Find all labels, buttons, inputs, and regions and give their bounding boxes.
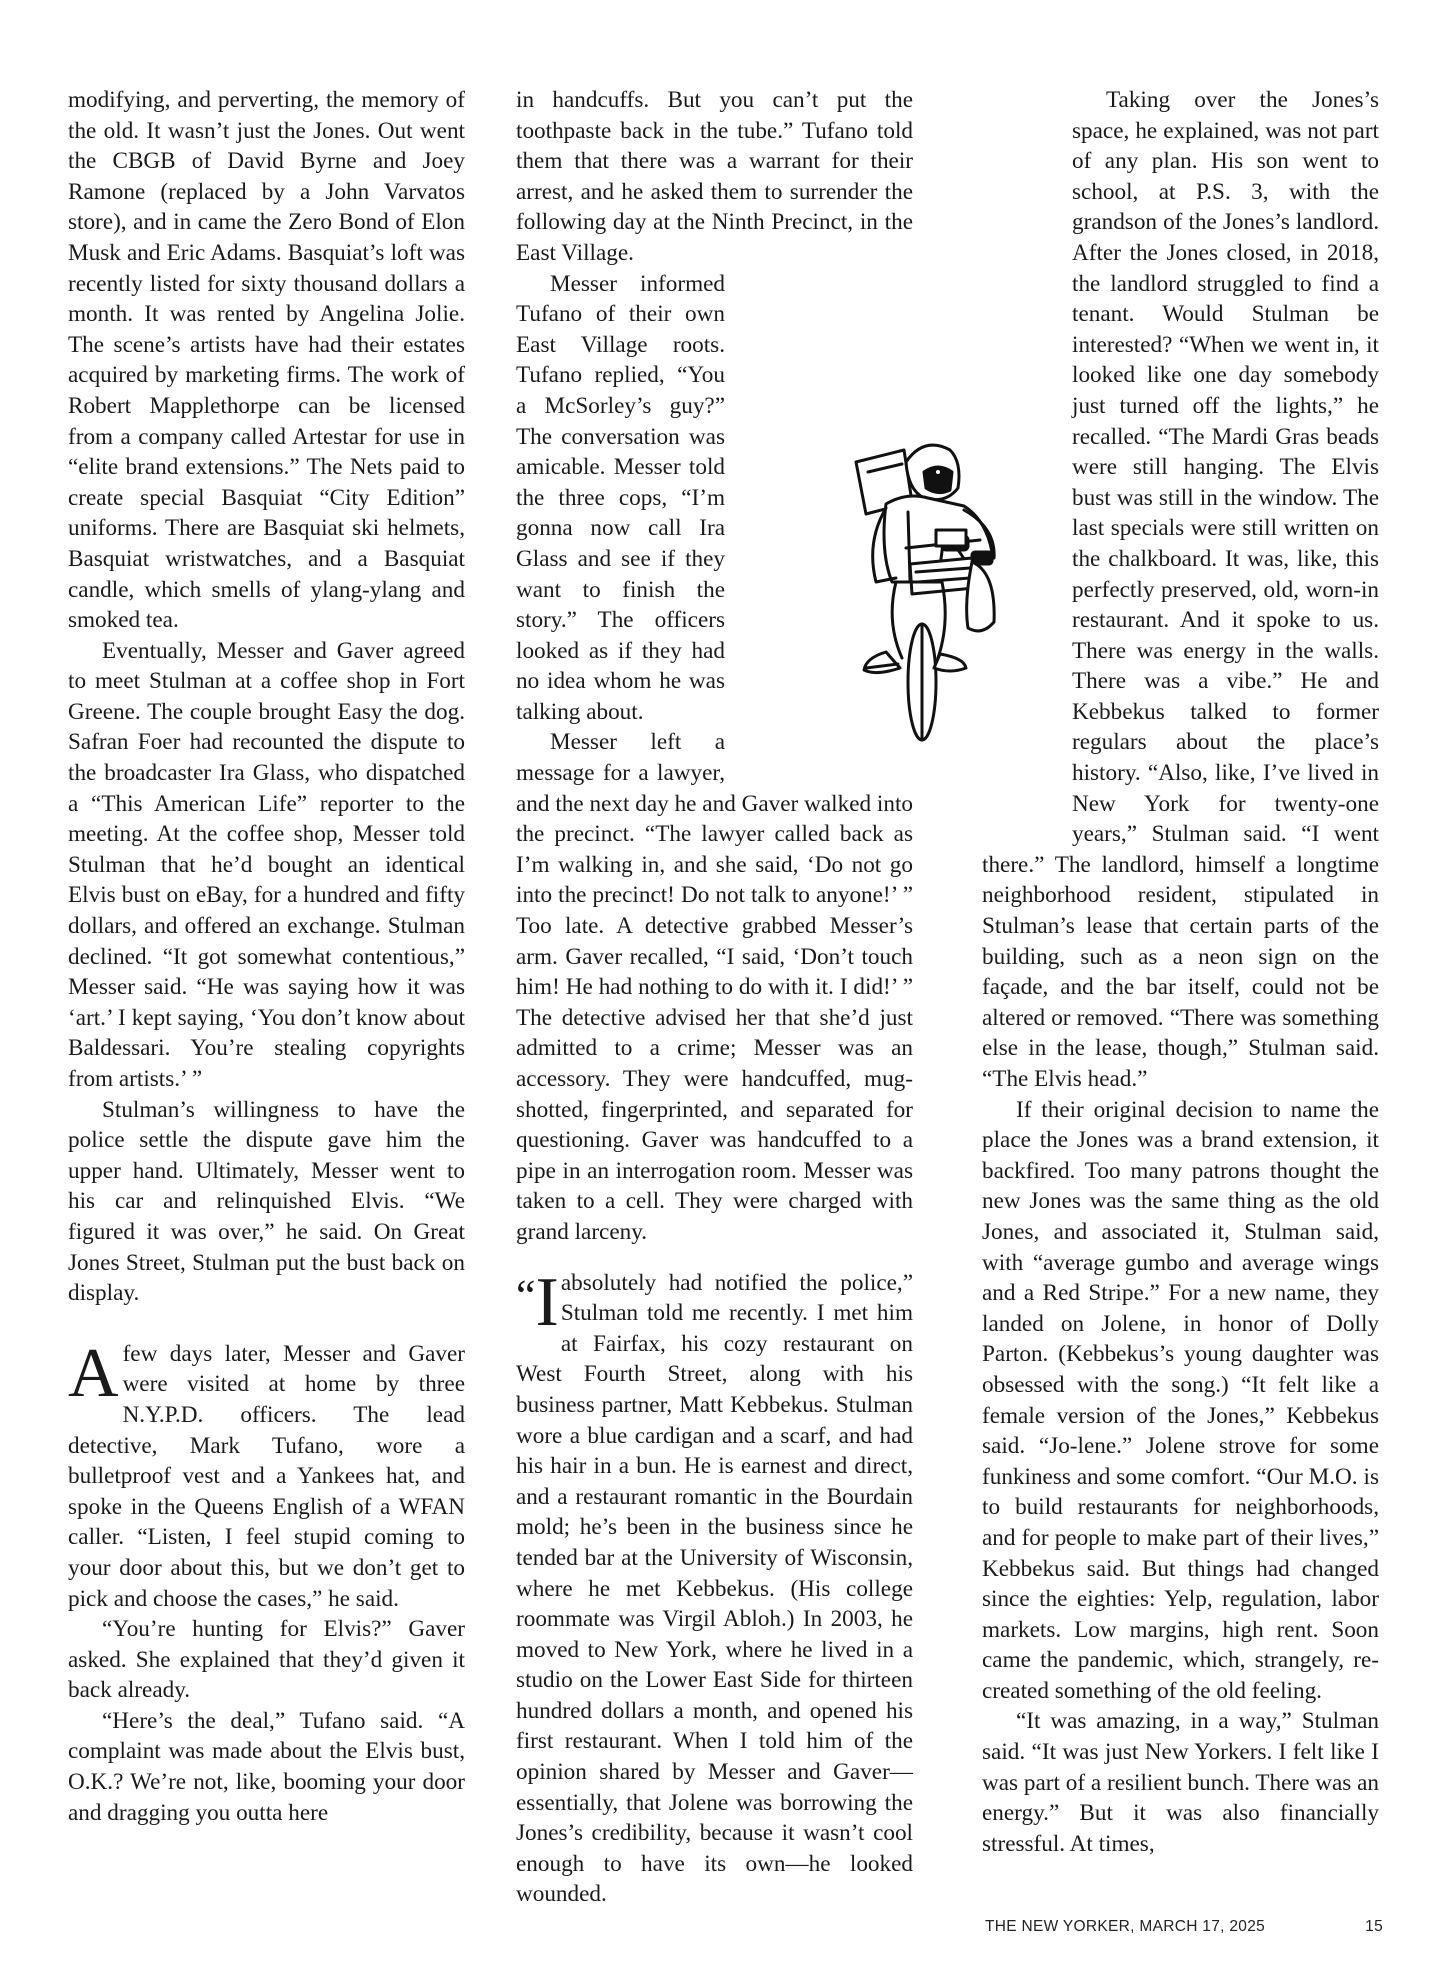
paragraph: modifying, and perverting, the memory of the old. It wasn’t just the Jones. Out went the CBGB of David Byrne and Joey Ramone (replaced by a John Varvatos store), and in came the Zero Bond of Elon Musk and Eric Adams. Basquiat’s loft was recently listed for sixty thousand dollars a month. It was rented by Angelina Jolie. The scene’s artists have had their estates acquired by marketing firms. The work of Robert Mapplethorpe can be licensed from a company called Artestar for use in “elite brand extensions.” The Nets paid to create special Basquiat “City Edition” uniforms. There are Basquiat ski helmets, Basquiat wristwatches, and a Basquiat candle, which smells of ylang-ylang and smoked tea. [68, 87, 465, 634]
paragraph: in handcuffs. But you can’t put the toothpaste back in the tube.” Tufano told them that there was a warrant for their arrest, and he asked them to surrender the following day at the Ninth Precinct, in the East Village. [516, 87, 913, 266]
paragraph: If their original decision to name the place the Jones was a brand extension, it backfired. Too many patrons thought the new Jones was the same thing as the old Jones, and associated it, Stulman said, with “average gumbo and average wings and a Red Stripe.” For a new name, they landed on Jolene, in honor of Dolly Parton. (Kebbekus’s young daughter was obsessed with the song.) “It felt like a female version of the Jones,” Kebbekus said. “Jo-lene.” Jolene strove for some funkiness and some comfort. “Our M.O. is to build restaurants for neighborhoods, and for people to make part of their lives,” Kebbekus said. But things had changed since the eighties: Yelp, regulation, labor markets. Low margins, high rent. Soon came the pandemic, which, strangely, re-created something of the old feeling. [982, 1096, 1379, 1704]
section-break [516, 1248, 913, 1268]
paragraph: Stulman’s willingness to have the police settle the dispute gave him the upper hand. Ultimately, Messer went to his car and relinquished Elvis. “We figured it was over,” he said. On Great Jones Street, Stulman put the bust back on display. [68, 1096, 465, 1307]
drop-cap [516, 1263, 559, 1341]
page-number: 15 [1365, 1918, 1383, 1935]
publication-line: THE NEW YORKER, MARCH 17, 2025 [985, 1918, 1266, 1935]
paragraph-text: Messer informed Tufano of their own East Village roots. Tufano replied, “You a McSorley’s guy?” The conversation was amicable. Messer told the three cops, “I’m gonna now call Ira Glass and see if they want to finish the story.” The officers looked as if they had no idea whom he was talking about. [516, 270, 725, 725]
cyclist-drawing-icon [846, 432, 1018, 762]
drop-cap: A [68, 1334, 119, 1412]
paragraph-dropcap [68, 1334, 465, 1614]
drop-quote-mark: “ [516, 1270, 536, 1320]
paragraph-text: Taking over the Jones’s space, he explained, was not part of any plan. His son went to school, at P.S. 3, with the grandson of the Jones’s landlord. After the Jones closed, in 2018, the landlord struggled to find a tenant. Would Stulman be interested? “When we went in, it looked like one day somebody just turned off the lights,” he recalled. “The Mardi Gras beads were still hanging. The Elvis bust was still in the window. The last specials were still written on the chalkboard. It was, like, this perfectly preserved, old, worn-in restaurant. And it spoke to us. There was energy in the walls. There was a vibe.” He and Kebbekus talked to former regulars about the place’s history. “Also, like, I’ve lived in New York for twenty-one years,” Stulman said. “I went there.” The landlord, himself a longtime neighborhood resident, stipulated in Stulman’s lease that certain parts of the building, such as a neon sign on the façade, and the bar itself, could not be altered or removed. “There was something else in the lease, though,” Stulman said. “The Elvis head.” [982, 87, 1379, 1092]
paragraph: “Here’s the deal,” Tufano said. “A complaint was made about the Elvis bust, O.K.? We’re not, like, booming your door and dragging you outta here [68, 1707, 465, 1826]
article-column-1 [68, 85, 465, 1828]
article-column-3 [982, 85, 1379, 1859]
cyclist-illustration [846, 432, 1018, 762]
paragraph: Eventually, Messer and Gaver agreed to meet Stulman at a coffee shop in Fort Greene. The couple brought Easy the dog. Safran Foer had recounted the dispute to the broadcaster Ira Glass, who dispatched a “This American Life” reporter to the meeting. At the coffee shop, Messer told Stulman that he’d bought an identical Elvis bust on eBay, for a hundred and fifty dollars, and offered an exchange. Stulman declined. “It got somewhat contentious,” Messer said. “He was saying how it was ‘art.’ I kept saying, ‘You don’t know about Baldessari. You’re stealing copyrights from artists.’ ” [68, 637, 465, 1092]
section-break [68, 1309, 465, 1339]
paragraph-dropcap [516, 1263, 913, 1910]
drop-cap-letter: I [535, 1263, 559, 1341]
paragraph-text: few days later, Messer and Gaver were visited at home by three N.Y.P.D. officers. The lead detective, Mark Tufano, wore a bulletproof vest and a Yankees hat, and spoke in the Queens English of a WFAN caller. “Listen, I feel stupid coming to your door about this, but we don’t get to pick and choose the cases,” he said. [68, 1340, 465, 1612]
paragraph: “It was amazing, in a way,” Stulman said. “It was just New Yorkers. I felt like I was part of a resilient bunch. There was an energy.” But it was also financially stressful. At times, [982, 1708, 1379, 1857]
paragraph: Messer left a message for a lawyer, and the next day he and Gaver walked into the precinct. “The lawyer called back as I’m walking in, and she said, ‘Do not go into the precinct! Do not talk to anyone!’ ” Too late. A detective grabbed Messer’s arm. Gaver recalled, “I said, ‘Don’t touch him! He had nothing to do with it. I did!’ ” The detective advised her that she’d just admitted to a crime; Messer was an accessory. They were handcuffed, mug-shotted, fingerprinted, and separated for questioning. Gaver was handcuffed to a pipe in an interrogation room. Messer was taken to a cell. They were charged with grand larceny. [516, 729, 913, 1245]
paragraph: “You’re hunting for Elvis?” Gaver asked. She explained that they’d given it back already. [68, 1616, 465, 1704]
paragraph [982, 85, 1379, 1095]
article-column-2 [516, 85, 913, 1910]
paragraph-text: absolutely had notified the police,” Stulman told me recently. I met him at Fairfax, his cozy restaurant on West Fourth Street, along with his business partner, Matt Kebbekus. Stulman wore a blue cardigan and a scarf, and had his hair in a bun. He is earnest and direct, and a restaurant romantic in the Bourdain mold; he’s been in the business since he tended bar at the University of Wisconsin, where he met Kebbekus. (His college roommate was Virgil Abloh.) In 2003, he moved to New York, where he lived in a studio on the Lower East Side for thirteen hundred dollars a month, and opened his first restaurant. When I told him of the opinion shared by Messer and Gaver—essentially, that Jolene was borrowing the Jones’s credibility, because it wasn’t cool enough to have its own—he looked wounded. [516, 1269, 913, 1908]
